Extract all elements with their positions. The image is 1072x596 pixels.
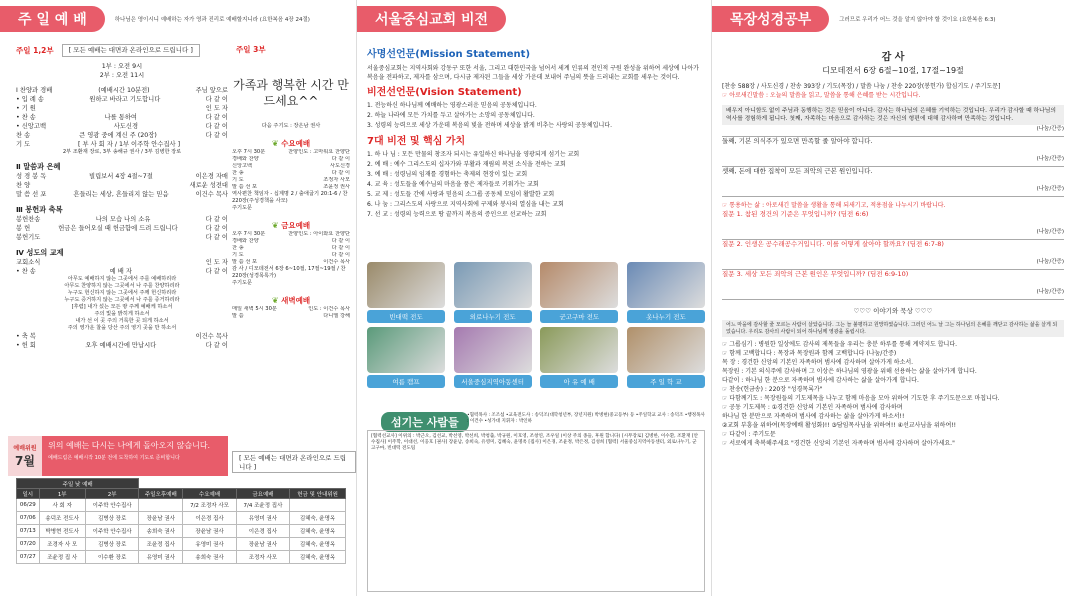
order-item: 찬 송 [16,132,31,139]
table-col-header: 수요예배 [183,489,236,499]
table-cell: 07/06 [17,512,40,525]
closing-line: ☞ 찬송(헌금송) : 220장 "성경목록가" [722,386,823,393]
service-row [232,245,350,252]
photo-label: 군고구마 전도 [540,310,618,323]
vision-title: 서울중심교회 비전 [357,6,506,32]
vision-item: 3. 성령의 능력으로 세상 가운데 복음의 빛을 전하며 세상을 밝게 비추는 사랑의 공동체입니다. [367,122,612,129]
service-leader: 찬양인도 : 고마워요 찬양단 [288,149,350,155]
lyric-line: 아무도 예배하지 않는 그곳에서 주를 예배하리라 [67,276,177,282]
banner-line-2: 예배드림은 예배시작 10분 전에 도착하여 기도로 준비합니다 [48,455,180,461]
order-item: • 입 례 송 [16,96,44,103]
table-head-sunday: 주일 낮 예배 [17,479,139,489]
service-leader: 다 같 이 [331,170,350,176]
order-item: • 찬 송 [16,114,36,121]
table-cell: 07/27 [17,551,40,564]
service-leader: 인도 : 이건수 목사 [308,306,350,312]
table-cell: 박병현 전도사 [39,525,85,538]
order-section-4 [16,258,228,276]
order-leader: 다 같 이 [205,234,228,241]
service-3-label: 주일 3부 [236,45,266,54]
table-col-header: 금요예배 [236,489,289,499]
service-time-2: 2부 : 오전 11시 [99,72,145,79]
closing-line: ☞ 공동 기도제목 : ①경건한 신앙의 기본인 자족하며 범사에 감사하며 [722,404,903,411]
closing-line: ☞ 서로에게 축복해주세요 "경건한 신앙의 기본인 자족하며 범사에 감사하며 살아가세요." [722,440,955,447]
table-cell: 이주학 안수집사 [85,499,138,512]
order-item: 찬 양 [16,182,31,189]
table-cell [139,499,183,512]
photo-label: 여름 캠프 [367,375,445,388]
value-item: 6. 나 눔 : 그리스도의 사랑으로 지역사회에 구제와 봉사의 열심을 내는 교회 [367,201,564,208]
banner-month: 7월 [15,454,35,468]
order-item: • 신앙고백 [16,123,47,130]
service-item: 말 씀 [232,313,244,319]
table-cell: 조윤정 집 사 [39,551,85,564]
service-row [232,163,350,170]
share-question-1: 질문 1. 참된 경건의 기준은 무엇입니까? (딤전 6:6) (나눔/간증) [722,210,1064,240]
service-row [232,156,350,163]
order-row [16,172,228,181]
table-cell: 송덕조 전도사 [39,512,85,525]
order-leader: 다 같 이 [205,216,228,223]
table-cell: 이은경 집사 [183,512,236,525]
vision-item: 1. 전능하신 하나님께 예배하는 영광스러운 믿음의 공동체입니다. [367,102,537,109]
photo-card [454,327,532,388]
schedule-table [16,478,346,564]
table-cell: 06/29 [17,499,40,512]
photo-label: 서울중심지역아동센터 [454,375,532,388]
table-row [17,525,346,538]
service-12-label: 주일 1,2부 [16,46,54,55]
order-leader: 다 같 이 [205,342,228,349]
share-question-2: 질문 2. 인생은 공수래공수거입니다. 이를 어떻게 살아야 할까요? (딤전 6:7-8) (나눔/간증) [722,240,1064,270]
value-item: 4. 교 육 : 성도들을 예수님의 마음을 품은 제자들로 키워가는 교회 [367,181,539,188]
order-prayers: 2부 조환재 장로, 3부 송해규 권사 / 3부 김병한 장로 [62,149,182,155]
photo [627,327,705,373]
photo-label: 빈대떡 전도 [367,310,445,323]
answer-line-1: (나눔/간증) [722,125,1064,137]
lyric-line: 누구도 증거하지 않는 그곳에서 나 주를 증거하리라 [64,297,180,303]
order-row [16,140,228,149]
service-item: 찬 송 [232,170,244,176]
dawn-list [232,306,350,320]
service-leader: 다니엘 강해 [323,313,350,319]
lyric-line: 주의 영가운 찰을 당산 주의 영기 곳을 만 하소서 [67,325,177,331]
people-note: •협력목사 : 조조섭 •교육전도사 : 송덕조(대학청년부, 장년지원) 박병현(중고등부) 등 •주일학교 교사 : 송덕조 •행정목사 : 이건수 •성가대 지휘자 : 박인하 [467,413,705,424]
lyric-line: [후렴] 내가 섰는 모든 땅 주께 예배케 하소서 [71,304,173,310]
table-cell: 사 회 자 [39,499,85,512]
table-cell: 송희숙 권사 [183,551,236,564]
study-reference: 디모데전서 6장 6절~10절, 17절~19절 [822,66,964,75]
table-cell: 김혜숙, 윤명옥 [290,551,346,564]
table-cell: 유영미 권사 [139,551,183,564]
service-row [232,259,350,266]
order-row [16,341,228,350]
table-cell: 장윤남 권사 [139,512,183,525]
photo [540,262,618,308]
table-row [17,538,346,551]
order-leader: 이은경 자매 [195,173,228,180]
mission-title: 사명선언문(Mission Statement) [367,49,531,60]
table-col-header: 주일오후예배 [139,489,183,499]
order-row [16,86,228,95]
table-cell: 김병상 장로 [85,512,138,525]
service-leader: 찬양인도 : 아이와요 찬양단 [288,231,350,237]
order-section-2 [16,172,228,199]
table-cell: 이수환 장로 [85,551,138,564]
service-leader: 이건수 목사 [323,259,350,265]
photo-card [454,262,532,323]
order-item: 봉 헌 [16,225,31,232]
order-leader: 다 같 이 [205,114,228,121]
order-leader: 다 같 이 [205,96,228,103]
order-row [16,190,228,199]
photo-label: 옷나누기 전도 [627,310,705,323]
worship-title: 주 일 예 배 [0,6,105,32]
order-item: 교회소식 [16,259,41,266]
table-cell: 김혜숙, 윤명옥 [290,525,346,538]
people-box: [협력선교사] 이위의 : 박근오, 김선교, 박선영, 박선희, 박청출, 박규원, 이호영, 조창연, 조우일 (이상 주의 종들, 후원 합니다) [시무장로] 김병한, 이수환, 조환재 [안수집사] 이주학, 이대선, 이웅호 [권사] 장윤남, 송희숙, 유영미, 김혜숙, 윤명옥 [집사] 이은경, 조윤정, 박은정, 김성희 [협력] 서울중심지역아동센터, 외로나누기, 군고구마, 빈대떡 전도팀 [367,430,705,592]
friday-list [232,231,350,266]
mission-body: 서울중심교회는 지역사회와 강동구 또한 서울, 그리고 대한민국을 넘어서 세계 인류의 전인적 구원 완성을 위하여 세상에 나아가 복음을 전파하고, 제자를 삼으며, 다시금 제자된 그들을 세상 가운데 보내어 주님의 뜻을 드러내는 교회를 세우는 것이다. [367,65,699,81]
vision-statement-title: 비전선언문(Vision Statement) [367,87,522,98]
photo-gallery [367,262,705,392]
vision-item: 2. 하늘 나라에 모든 가치를 두고 살아가는 소망의 공동체입니다. [367,112,535,119]
order-item: Ⅰ 찬양과 경배 [16,87,53,94]
order-item: 성 경 봉 독 [16,173,47,180]
photo [367,327,445,373]
question-3: 셋째, 돈에 대한 집착이 모든 죄악의 근본 원인입니다. (나눔/간증) [722,167,1064,197]
photo-label: 아 유 예 배 [540,375,618,388]
worship-committee-banner [8,436,228,476]
closing-line: ☞ 함께 고백합니다 : 목장과 목장원과 함께 고백합니다 (나눔/간증) [722,350,897,357]
wednesday-prayer: 주기도문 [232,205,253,211]
photo-card [367,327,445,388]
weekday-services [232,44,350,320]
closing-lines [722,340,1064,448]
lyric-line: 아무도 찬양하지 않는 그곳에서 나 주를 찬양하리라 [64,283,180,289]
table-row [17,551,346,564]
table-cell: 이주학 안수집사 [85,525,138,538]
order-row [16,113,228,122]
wednesday-title: ❦ 수요예배 [271,139,311,148]
service-leader: 다 같 이 [331,252,350,258]
order-content: 예 배 자 [109,268,132,275]
table-cell: 유영미 권사 [236,512,289,525]
section-3-title: Ⅲ 봉헌과 축복 [16,205,63,214]
section-2-title: Ⅱ 말씀과 은혜 [16,162,61,171]
order-content: 나를 통하여 [104,114,138,121]
photo-card [540,327,618,388]
leaf-icon: ❦ [271,296,279,305]
photo-label: 외로나누기 전도 [454,310,532,323]
order-leader: 이건수 목사 [195,333,228,340]
closing-line: 목장원 : 기본 의식주에 감사하며 그 이상은 하나님의 영광을 위해 선용하는 삶을 살아가게 합니다. [722,368,977,375]
story-body: 어느 마을에 감사할 줄 모르는 사람이 살았습니다. 그는 늘 불평하고 원망하였습니다. 그러던 어느 날 그는 하나님의 은혜를 깨닫고 감사하는 삶을 살게 되었습니다. 우리도 감사의 사람이 되어 하나님께 영광을 돌립시다. [722,320,1064,337]
service-item: 말 씀 선 포 [232,184,257,190]
study-intro: ☞ 아로새긴말씀 : 오늘의 말씀을 읽고, 말씀을 통해 은혜를 받는 시간입니다. [722,92,921,99]
values-title: 7대 비전 및 핵심 가치 [367,136,466,147]
order-section-1 [16,86,228,149]
service-row [232,238,350,245]
order-row [16,233,228,242]
share-question-3: 질문 3. 세상 모든 죄악의 근본 원인은 무엇입니까? (딤전 6:9-10) (나눔/간증) [722,270,1064,300]
service-row [232,252,350,259]
photo-card [540,262,618,323]
value-item: 2. 예 배 : 예수 그리스도의 십자가와 부활과 재림의 복된 소식을 전하는 교회 [367,161,566,168]
photo-card [367,262,445,323]
order-content: (예배시간 10분전) [98,87,150,94]
order-leader: 인 도 자 [205,105,228,112]
order-leader: 새로운 성전대 [189,182,228,189]
study-title: 목장성경공부 [712,6,829,32]
story-title: ♡♡♡ 이야기와 묵상 ♡♡♡ [853,307,933,315]
service-time-1: 1부 : 오전 9시 [101,63,143,70]
order-row [16,122,228,131]
value-item: 3. 예 배 : 성령님의 임재를 경험하는 축제의 현장이 있는 교회 [367,171,528,178]
order-leader: 이건수 목사 [195,191,228,198]
closing-line: ☞ 다함께기도 : 목장원들의 기도제목을 나누고 함께 마음을 모아 위하여 기도한 후 주기도문으로 마칩니다. [722,395,1000,402]
service-row [232,306,350,313]
service-leader: 다 같 이 [331,245,350,251]
service-item: 기 도 [232,252,244,258]
order-row [16,258,228,267]
next-prayer: 다음 주기도 : 장은남 권사 [261,123,321,129]
table-cell: 07/13 [17,525,40,538]
closing-line: ②교회 부흥을 위하여(목장예배 활성화)!! ③담임목사님을 위하여!! ④선교사님을 위하여!! [722,422,957,429]
value-item: 5. 교 제 : 성도들 간에 사랑과 믿음의 소그룹 공동체 모임이 활발한 교회 [367,191,555,198]
friday-title: ❦ 금요예배 [271,221,311,230]
service-leader: 조윤정 권사 [323,184,350,190]
service-row [232,177,350,184]
table-row [17,512,346,525]
photo [367,262,445,308]
wednesday-list [232,149,350,191]
photo [454,327,532,373]
order-content: [ 부 사 회 자 / 1부 이주학 안수집사 ] [78,141,181,148]
order-leader: 다 같 이 [205,268,228,275]
order-row [16,267,228,276]
order-leader: 주님 앞으로 [195,87,228,94]
order-content: 원하고 바라고 기도합니다 [89,96,161,103]
service-leader: 사도신경 [329,163,350,169]
order-item: • 기 원 [16,105,36,112]
people-title: 섬기는 사람들 [381,412,469,432]
share-intro: ☞ 통용하는 삶 : 아로새긴 말씀을 생활을 통해 되새기고, 적용점을 나누시기 바랍니다. [722,202,946,209]
study-info: [찬송 588장 / 사도신경 / 찬송 393장 / 기도(목장) / 말씀 나눔 / 찬송 220장(봉헌가) 합심기도 / 주기도문] [722,83,1001,90]
order-item: • 축 복 [16,333,36,340]
order-content: 사도신경 [113,123,139,130]
table-cell: 장윤남 권사 [183,525,236,538]
order-content: 빌립보서 4장 4절~7절 [89,173,153,180]
study-heading: 감 사 [881,52,905,63]
photo [627,262,705,308]
table-row [17,499,346,512]
order-leader: 다 같 이 [205,123,228,130]
study-subtitle: 그러므로 우리가 어느 것을 알지 않아야 할 것이요 (요한복음 6:3) [839,17,996,23]
order-row [16,332,228,341]
worship-subtitle: 하나님은 영이시니 예배하는 자가 영과 진리로 예배할지니라 (요한복음 4장 24절) [114,17,310,23]
order-content: 나의 모습 나의 소유 [95,216,151,223]
table-cell: 김병상 장로 [85,538,138,551]
service-leader: 다 같 이 [331,156,350,162]
order-leader: 인 도 자 [205,259,228,266]
service-leader: 조정자 사모 [323,177,350,183]
service-item: 찬 송 [232,245,244,251]
notice-bottom: [ 모든 예배는 대면과 온라인으로 드립니다 ] [232,451,356,473]
order-row [16,181,228,190]
lyric-line: 주의 빛을 밝히게 하소서 [94,311,150,317]
photo [540,327,618,373]
order-item: 봉헌찬송 [16,216,41,223]
table-col-header: 2부 [85,489,138,499]
table-cell: 조윤정 집사 [139,538,183,551]
service-row [232,184,350,191]
family-quote: 가족과 행복한 시간 만드세요^^ [233,78,349,108]
order-content: 오후 예배시간에 만납시다 [85,342,157,349]
table-col-header: 1부 [39,489,85,499]
service-leader: 다 같 이 [331,238,350,244]
table-cell: 김혜숙, 윤명옥 [290,512,346,525]
dawn-title: ❦ 새벽예배 [271,296,311,305]
photo-card [627,262,705,323]
worship-panel [0,0,356,596]
closing-line: 하나님 한 분만으로 자족하며 범사에 감사하는 삶을 살아가게 하소서!! [722,413,905,420]
service-row [232,313,350,320]
order-item: • 찬 송 [16,268,36,275]
leaf-icon: ❦ [271,221,279,230]
service-item: 오후 7시 30분 [232,149,266,155]
service-item: 기 도 [232,177,244,183]
table-cell: 7/4 조윤정 집사 [236,499,289,512]
leaf-icon: ❦ [271,139,279,148]
photo-label: 주 일 학 교 [627,375,705,388]
table-cell: 장윤남 권사 [236,538,289,551]
table-cell: 07/20 [17,538,40,551]
service-item: 오후 7시 30분 [232,231,266,237]
order-item: 봉헌기도 [16,234,41,241]
table-cell: 7/2 조정자 사모 [183,499,236,512]
order-content: 헌금은 들어오실 때 헌금함에 드려 드립니다 [58,225,178,232]
order-content: 큰 영광 중에 계신 주 (20장) [79,132,157,139]
value-item: 7. 선 교 : 성령의 능력으로 땅 끝까지 복음의 증인으로 선교하는 교회 [367,211,547,218]
banner-line-1: 위의 예배는 다시는 나에게 돌아오지 않습니다. [48,441,211,450]
friday-prayer: 주기도문 [232,280,253,286]
table-col-header: 일시 [17,489,40,499]
table-cell [290,499,346,512]
closing-line: ☞ 그룹심기 : 병원한 일상에도 감사의 제목들을 우리는 충분 하루를 통해 계약지도 합니다. [722,341,958,348]
service-item: 경배와 찬양 [232,238,259,244]
banner-label: 예배위원 [13,445,37,452]
study-header [712,0,1072,38]
closing-line: 다같이 : 하나님 한 분으로 자족하며 범사에 감사하는 삶을 살아가게 합니다. [722,377,919,384]
service-item: 신앙고백 [232,163,253,169]
closing-line: ☞ 다같이 : 주기도문 [722,431,776,438]
service-item: 매일 새벽 5시 30분 [232,306,277,312]
service-row [232,231,350,238]
service-row [232,149,350,156]
order-leader: 다 같 이 [205,225,228,232]
photo-card [627,327,705,388]
study-panel [712,0,1072,596]
value-item: 1. 하 나 님 : 모든 만물의 창조자 되시는 유일하신 하나님을 영광되게 섬기는 교회 [367,151,580,158]
values-list [367,150,705,220]
order-row [16,215,228,224]
section-4-title: Ⅳ 성도의 교제 [16,248,64,257]
worship-header [0,0,356,38]
table-cell: 이은경 집사 [236,525,289,538]
service-row [232,170,350,177]
order-section-3 [16,215,228,242]
service-item: 말 씀 선 포 [232,259,257,265]
order-section-5 [16,332,228,350]
table-cell: 유영미 권사 [183,538,236,551]
service-item: 경배와 찬양 [232,156,259,162]
photo [454,262,532,308]
order-item: 기 도 [16,141,31,148]
order-content: 흔들리는 세상, 흔들리지 않는 믿음 [73,191,169,198]
question-2: 둘째, 기본 의식주가 있으면 만족할 줄 알아야 합니다. (나눔/간증) [722,137,1064,167]
vision-header [357,0,711,38]
vision-list [367,101,705,131]
table-cell: 조정자 사모 [236,551,289,564]
intro-body: 배우지 아니함도 없이 주님과 동행하는 것은 믿음이 아니다. 감사는 하나님의 은혜를 기억하는 것입니다. 우리가 감사할 때 하나님의 역사를 경험하게 됩니다. 첫째, 자족하는 마음으로 감사하는 것은 자신의 형편에 대해 감사하며 만족하는 것입니다. [722,105,1064,125]
order-leader: 다 같 이 [205,132,228,139]
notice-top: [ 모든 예배는 대면과 온라인으로 드립니다 ] [62,44,200,57]
friday-note: 감 사 / 디모데전서 6장 6~10절, 17절~19절 / 찬 220장(성경목록가) [232,266,346,279]
order-row [16,131,228,140]
table-cell: 송희숙 권사 [139,525,183,538]
table-cell: 조경자 사 모 [39,538,85,551]
lyric-line: 누구도 헌신하지 않는 그곳에서 주께 헌신하리라 [67,290,177,296]
hymn-lyrics [16,276,228,332]
wednesday-note: 역사편찬 책임자 - 십계명 2 / 출애굽기 20:1-6 / 찬220장(주성경책을 사모) [232,191,348,204]
table-col-header: 헌금 및 안내위원 [290,489,346,499]
order-item: • 헌 회 [16,342,36,349]
table-cell: 김혜숙, 윤명옥 [290,538,346,551]
order-row [16,224,228,233]
vision-panel [356,0,712,596]
order-row [16,95,228,104]
order-row [16,104,228,113]
closing-line: 목 장 : 경건한 신앙의 기본인 자족하며 범사에 감사하며 살아가게 하소서. [722,359,914,366]
lyric-line: 내가 선 이 곳 주의 거룩한 곳 되게 하소서 [75,318,169,324]
sunday-order [16,44,228,350]
order-item: 말 씀 선 포 [16,191,47,198]
